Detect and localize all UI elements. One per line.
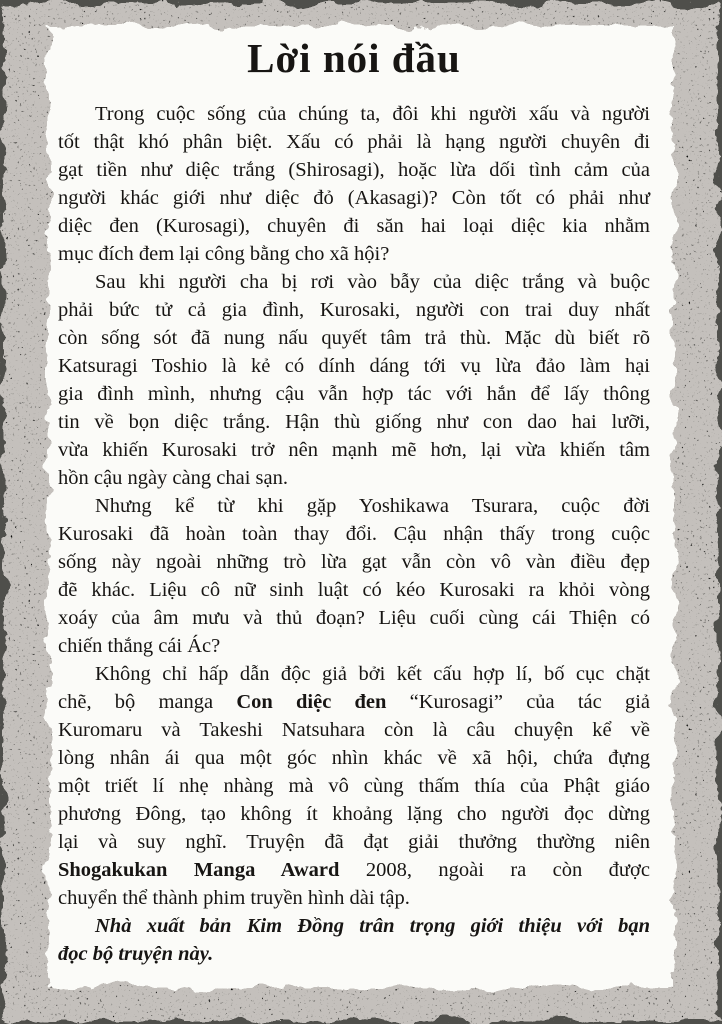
text-segment: Trong cuộc sống của chúng ta, đôi khi người xấu và người [95, 103, 650, 125]
text-segment: chuyển thể thành phim truyền hình dài tập. [58, 887, 410, 909]
text-line [58, 828, 650, 856]
text-line [58, 688, 650, 716]
text-line [58, 744, 650, 772]
text-line [58, 660, 650, 688]
text-line [58, 464, 650, 492]
text-line [58, 884, 650, 912]
paragraph [58, 268, 650, 492]
text-segment: Không chỉ hấp dẫn độc giả bởi kết cấu hợp lí, bố cục chặt [95, 663, 650, 685]
text-line [58, 800, 650, 828]
text-segment: gạt tiền như diệc trắng (Shirosagi), hoặc lừa dối tình cảm của [58, 159, 650, 181]
text-line [58, 212, 650, 240]
text-segment: xoáy của âm mưu và thủ đoạn? Liệu cuối cùng cái Thiện có [58, 607, 650, 629]
text-segment: đẽ khác. Liệu cô nữ sinh luật có kéo Kurosaki ra khỏi vòng [58, 579, 650, 601]
text-segment: 2008, ngoài ra còn được [339, 859, 650, 881]
text-segment: Sau khi người cha bị rơi vào bẫy của diệc trắng và buộc [95, 271, 650, 293]
paragraph [58, 660, 650, 912]
text-segment: một triết lí nhẹ nhàng mà vô cùng thấm thía của Phật giáo [58, 775, 650, 797]
text-line [58, 492, 650, 520]
text-segment: sống này ngoài những trò lừa gạt vẫn còn vô vàn điều đẹp [58, 551, 650, 573]
text-segment: tốt thật khó phân biệt. Xấu có phải là hạng người chuyên đi [58, 131, 650, 153]
text-segment: diệc đen (Kurosagi), chuyên đi săn hai loại diệc kia nhằm [58, 215, 650, 237]
paragraph [58, 912, 650, 968]
text-segment: vừa khiến Kurosaki trở nên mạnh mẽ hơn, lại vừa khiến tâm [58, 439, 650, 461]
text-segment: tin về bọn diệc trắng. Hận thù giống như con dao hai lưỡi, [58, 411, 650, 433]
text-line [58, 184, 650, 212]
text-line [58, 380, 650, 408]
text-line [58, 408, 650, 436]
text-segment: phương Đông, tạo không ít khoảng lặng cho người đọc dừng [58, 803, 650, 825]
text-segment: Kurosaki đã hoàn toàn thay đổi. Cậu nhận thấy trong cuộc [58, 523, 650, 545]
page-title: Lời nói đầu [247, 35, 461, 81]
text-line [58, 520, 650, 548]
text-line [58, 856, 650, 884]
bold-text-segment: Shogakukan Manga Award [58, 859, 340, 881]
page-body [58, 100, 650, 968]
text-line [58, 632, 650, 660]
text-line [58, 352, 650, 380]
text-line [58, 100, 650, 128]
text-line [58, 604, 650, 632]
text-line [58, 156, 650, 184]
text-line [58, 576, 650, 604]
text-line [58, 912, 650, 940]
text-segment: Katsuragi Toshio là kẻ có dính dáng tới vụ lừa đảo làm hại [58, 355, 650, 377]
text-segment: đọc bộ truyện này. [58, 943, 214, 965]
text-segment: “Kurosagi” của tác giả [386, 691, 650, 713]
bold-text-segment: Con diệc đen [236, 691, 387, 713]
text-segment: hồn cậu ngày càng chai sạn. [58, 467, 288, 489]
text-segment: người khác giới như diệc đỏ (Akasagi)? Còn tốt có phải như [58, 187, 650, 209]
page-content [58, 30, 650, 968]
text-segment: Kuromaru và Takeshi Natsuhara còn là câu chuyện kể về [58, 719, 650, 741]
text-line [58, 296, 650, 324]
text-line [58, 772, 650, 800]
text-segment: chiến thắng cái Ác? [58, 635, 221, 657]
paragraph [58, 100, 650, 268]
text-line [58, 940, 650, 968]
text-segment: phải bức tử cả gia đình, Kurosaki, người con trai duy nhất [58, 299, 650, 321]
text-line [58, 240, 650, 268]
text-line [58, 128, 650, 156]
text-segment: Nhà xuất bản Kim Đồng trân trọng giới thiệu với bạn [95, 915, 650, 937]
text-segment: lại và suy nghĩ. Truyện đã đạt giải thưởng thường niên [58, 831, 650, 853]
text-segment: gia đình mình, nhưng cậu vẫn hợp tác với hắn để lấy thông [58, 383, 650, 405]
text-line [58, 436, 650, 464]
text-line [58, 716, 650, 744]
text-segment: mục đích đem lại công bằng cho xã hội? [58, 243, 390, 265]
text-line [58, 268, 650, 296]
paragraph [58, 492, 650, 660]
text-line [58, 324, 650, 352]
text-segment: lòng nhân ái qua một góc nhìn khác về xã hội, chứa đựng [58, 747, 650, 769]
text-segment: chẽ, bộ manga [58, 691, 237, 713]
text-segment: Nhưng kể từ khi gặp Yoshikawa Tsurara, cuộc đời [95, 495, 650, 517]
text-segment: còn sống sót đã nung nấu quyết tâm trả thù. Mặc dù biết rõ [58, 327, 650, 349]
text-line [58, 548, 650, 576]
